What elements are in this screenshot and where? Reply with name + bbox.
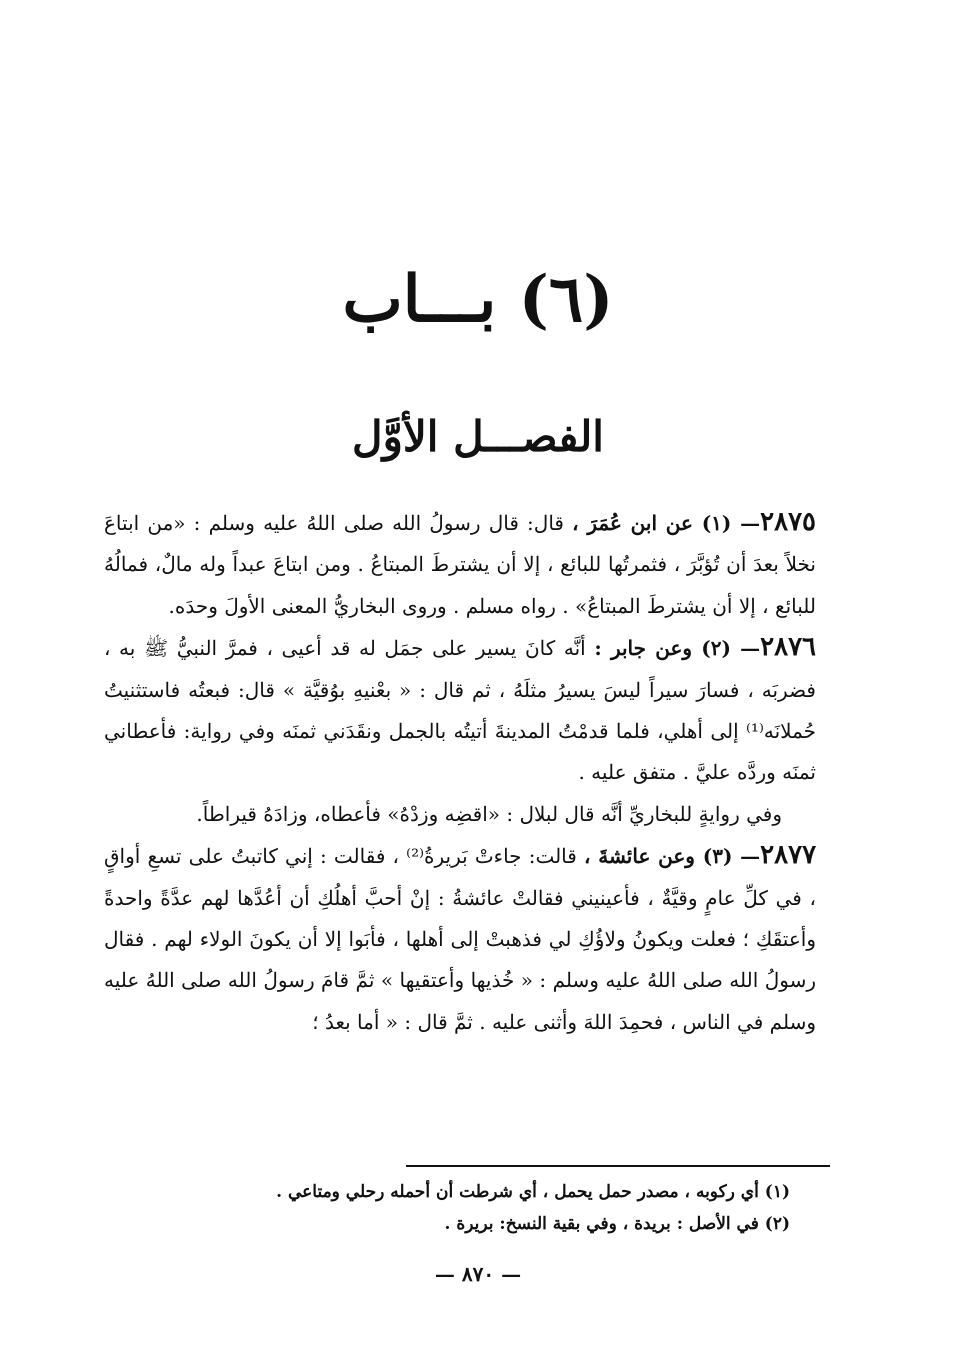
footnote: (٢) في الأصل : بريدة ، وفي بقية النسخ: بريرة . [444,1214,790,1234]
hadith-paragraph [104,627,816,794]
hadith-paragraph [104,794,816,835]
hadith-body [104,502,816,1043]
hadith-paragraph [104,835,816,1043]
hadith-lead: — (٢) وعن جابر : [594,636,761,661]
chapter-title: (٦) بـــاب [342,262,614,337]
hadith-number: ٢٨٧٦ [760,632,816,663]
hadith-lead: — (١) عن ابن عُمَرَ ، [572,511,761,535]
hadith-text: قال: قال رسولُ الله صلى اللهُ عليه وسلم : «من ابتاعَ نخلاً بعدَ أن تُؤبَّرَ ، فثمرتُها للبائع ، إلا أن يشترطَ المبتاعُ . ومن ابتاعَ عبداً وله مالٌ، فمالُهُ للبائع ، إلا أن يشترطَ المبتاعُ» . رواه مسلم . وروى البخاريُّ المعنى الأولَ وحدَه. [104,511,816,618]
hadith-paragraph [104,502,816,627]
page-number: — ٨٧٠ — [434,1262,522,1286]
hadith-text: أنَّه كانَ يسير على جمَل له قد أعيى ، فمرَّ النبيُّ ﷺ به ، فضربَه ، فسارَ سيراً ليسَ يسيرُ مثلَهُ ، ثم قال : « بعْنيهِ بوُقيَّة » قال: فبعتُه فاستثنيتُ حُملانَه⁽¹⁾ إلى أهلي، فلما قدمْتُ المدينةَ أتيتُه بالجمل ونقَدَني ثمنَه وفي رواية: فأعطاني ثمنَه وردَّه عليَّ . متفق عليه . [104,636,816,785]
hadith-lead: — (٣) وعن عائشةَ ، [584,844,761,869]
hadith-text: قالت: جاءتْ بَريرةُ⁽²⁾ ، فقالت : إني كاتبتُ على تسعِ أواقٍ ، في كلِّ عامٍ وقيَّةٌ ، فأعينيني فقالتْ عائشةُ : إنْ أحبَّ أهلُكِ أن أعُدَّها لهم عدَّةً واحدةً وأعتقَكِ ؛ فعلت ويكونُ ولاؤُكِ لي فذهبتْ إلى أهلها ، فأبَوا إلا أن يكونَ الولاء لهم . فقال رسولُ الله صلى اللهُ عليه وسلم : « خُذيها وأعتقيها » ثمَّ قامَ رسولُ الله صلى اللهُ عليه وسلم في الناس ، فحمِدَ اللهَ وأثنى عليه . ثمَّ قال : « أما بعدُ ؛ [104,844,816,1034]
footnote: (١) أي ركوبه ، مصدر حمل يحمل ، أي شرطت أن أحمله رحلي ومتاعي . [276,1182,790,1202]
hadith-number: ٢٨٧٥ [760,507,817,537]
footnote-divider [406,1165,830,1167]
footnotes [180,1176,790,1240]
hadith-number: ٢٨٧٧ [760,840,817,871]
hadith-text: وفي روايةٍ للبخاريِّ أنَّه قال لبلال : «اقضِه وزدْهُ» فأعطاه، وزادَهُ قيراطاً. [196,801,782,826]
section-title: الفصـــل الأوَّل [352,412,604,461]
